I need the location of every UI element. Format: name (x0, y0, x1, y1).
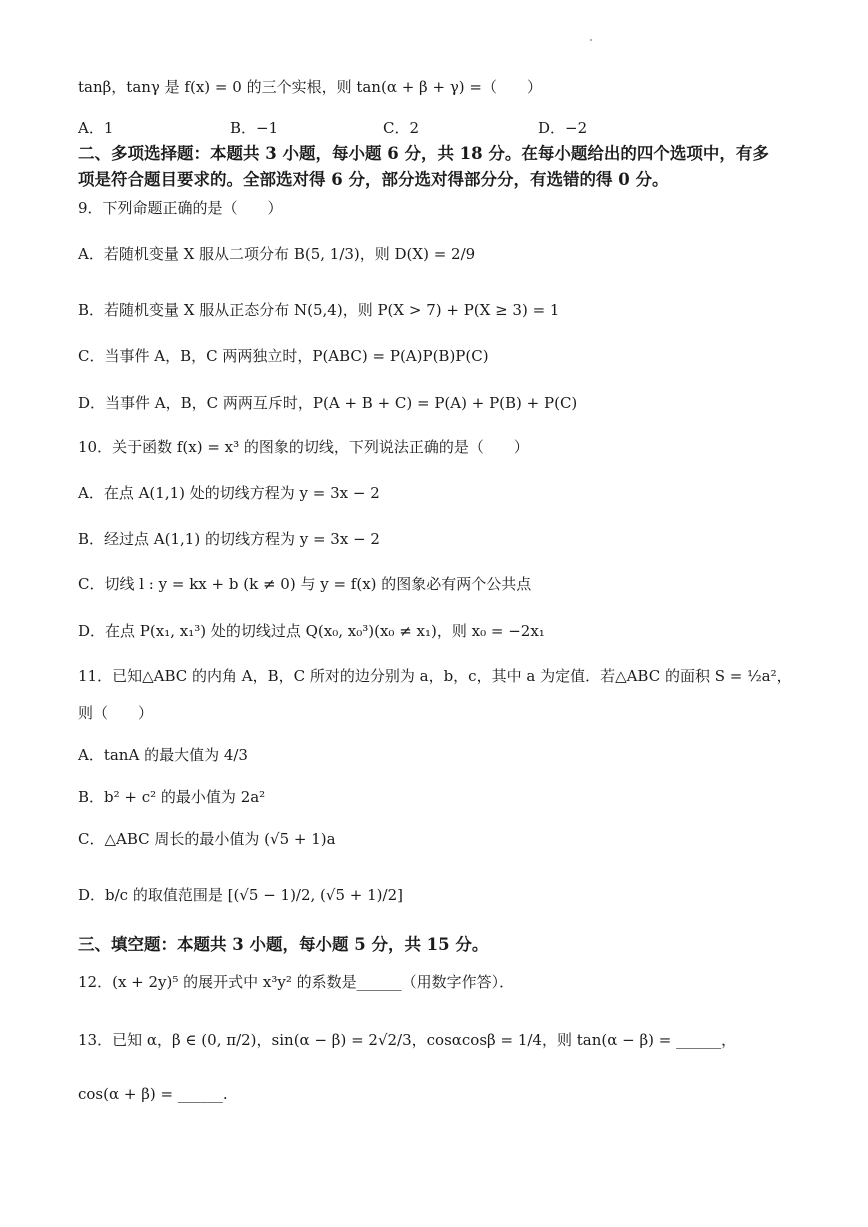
section2-heading-line2: 项是符合题目要求的。全部选对得 6 分，部分选对得部分分，有选错的得 0 分。 (78, 170, 669, 189)
q8-tail: tanβ，tanγ 是 f(x) = 0 的三个实根，则 tan(α + β + γ) =（ ） (78, 78, 542, 96)
section2-heading-line1: 二、多项选择题：本题共 3 小题，每小题 6 分，共 18 分。在每小题给出的四个选项中，有多 (78, 144, 769, 163)
q11-option-b: B．b² + c² 的最小值为 2a² (78, 788, 266, 806)
q10-option-a: A．在点 A(1,1) 处的切线方程为 y = 3x − 2 (78, 484, 380, 502)
q11-stem-continued: 则（ ） (78, 704, 154, 722)
q11-stem: 11．已知△ABC 的内角 A，B，C 所对的边分别为 a，b，c，其中 a 为定值．若△ABC 的面积 S = ½a²， (78, 667, 792, 685)
q10-stem: 10．关于函数 f(x) = x³ 的图象的切线，下列说法正确的是（ ） (78, 438, 529, 456)
q8-option-a: A．1 (78, 119, 114, 137)
q9-option-a: A．若随机变量 X 服从二项分布 B(5, 1/3)，则 D(X) = 2/9 (78, 245, 476, 263)
q13-continued: cos(α + β) = ______. (78, 1085, 228, 1103)
q11-option-d: D．b/c 的取值范围是 [(√5 − 1)/2, (√5 + 1)/2] (78, 886, 403, 904)
q11-option-a: A．tanA 的最大值为 4/3 (78, 746, 248, 764)
section3-heading: 三、填空题：本题共 3 小题，每小题 5 分，共 15 分。 (78, 935, 489, 954)
q8-option-d: D．−2 (538, 119, 588, 137)
q8-option-c: C．2 (383, 119, 420, 137)
q13: 13．已知 α，β ∈ (0, π/2)，sin(α − β) = 2√2/3，cosαcosβ = 1/4，则 tan(α − β) = ______， (78, 1031, 737, 1049)
q10-option-c: C．切线 l : y = kx + b (k ≠ 0) 与 y = f(x) 的图象必有两个公共点 (78, 575, 532, 593)
q10-option-b: B．经过点 A(1,1) 的切线方程为 y = 3x − 2 (78, 530, 380, 548)
q9-option-c: C．当事件 A，B，C 两两独立时，P(ABC) = P(A)P(B)P(C) (78, 347, 489, 365)
q11-option-c: C．△ABC 周长的最小值为 (√5 + 1)a (78, 830, 336, 848)
q10-option-d: D．在点 P(x₁, x₁³) 处的切线过点 Q(x₀, x₀³)(x₀ ≠ x₁)，则 x₀ = −2x₁ (78, 622, 545, 640)
q12: 12．(x + 2y)⁵ 的展开式中 x³y² 的系数是______（用数字作答）． (78, 973, 515, 991)
q9-stem: 9．下列命题正确的是（ ） (78, 199, 283, 217)
q9-option-b: B．若随机变量 X 服从正态分布 N(5,4)，则 P(X > 7) + P(X ≥ 3) = 1 (78, 301, 560, 319)
stray-dot (590, 39, 592, 41)
q8-option-b: B．−1 (230, 119, 279, 137)
q9-option-d: D．当事件 A，B，C 两两互斥时，P(A + B + C) = P(A) + P(B) + P(C) (78, 394, 578, 412)
